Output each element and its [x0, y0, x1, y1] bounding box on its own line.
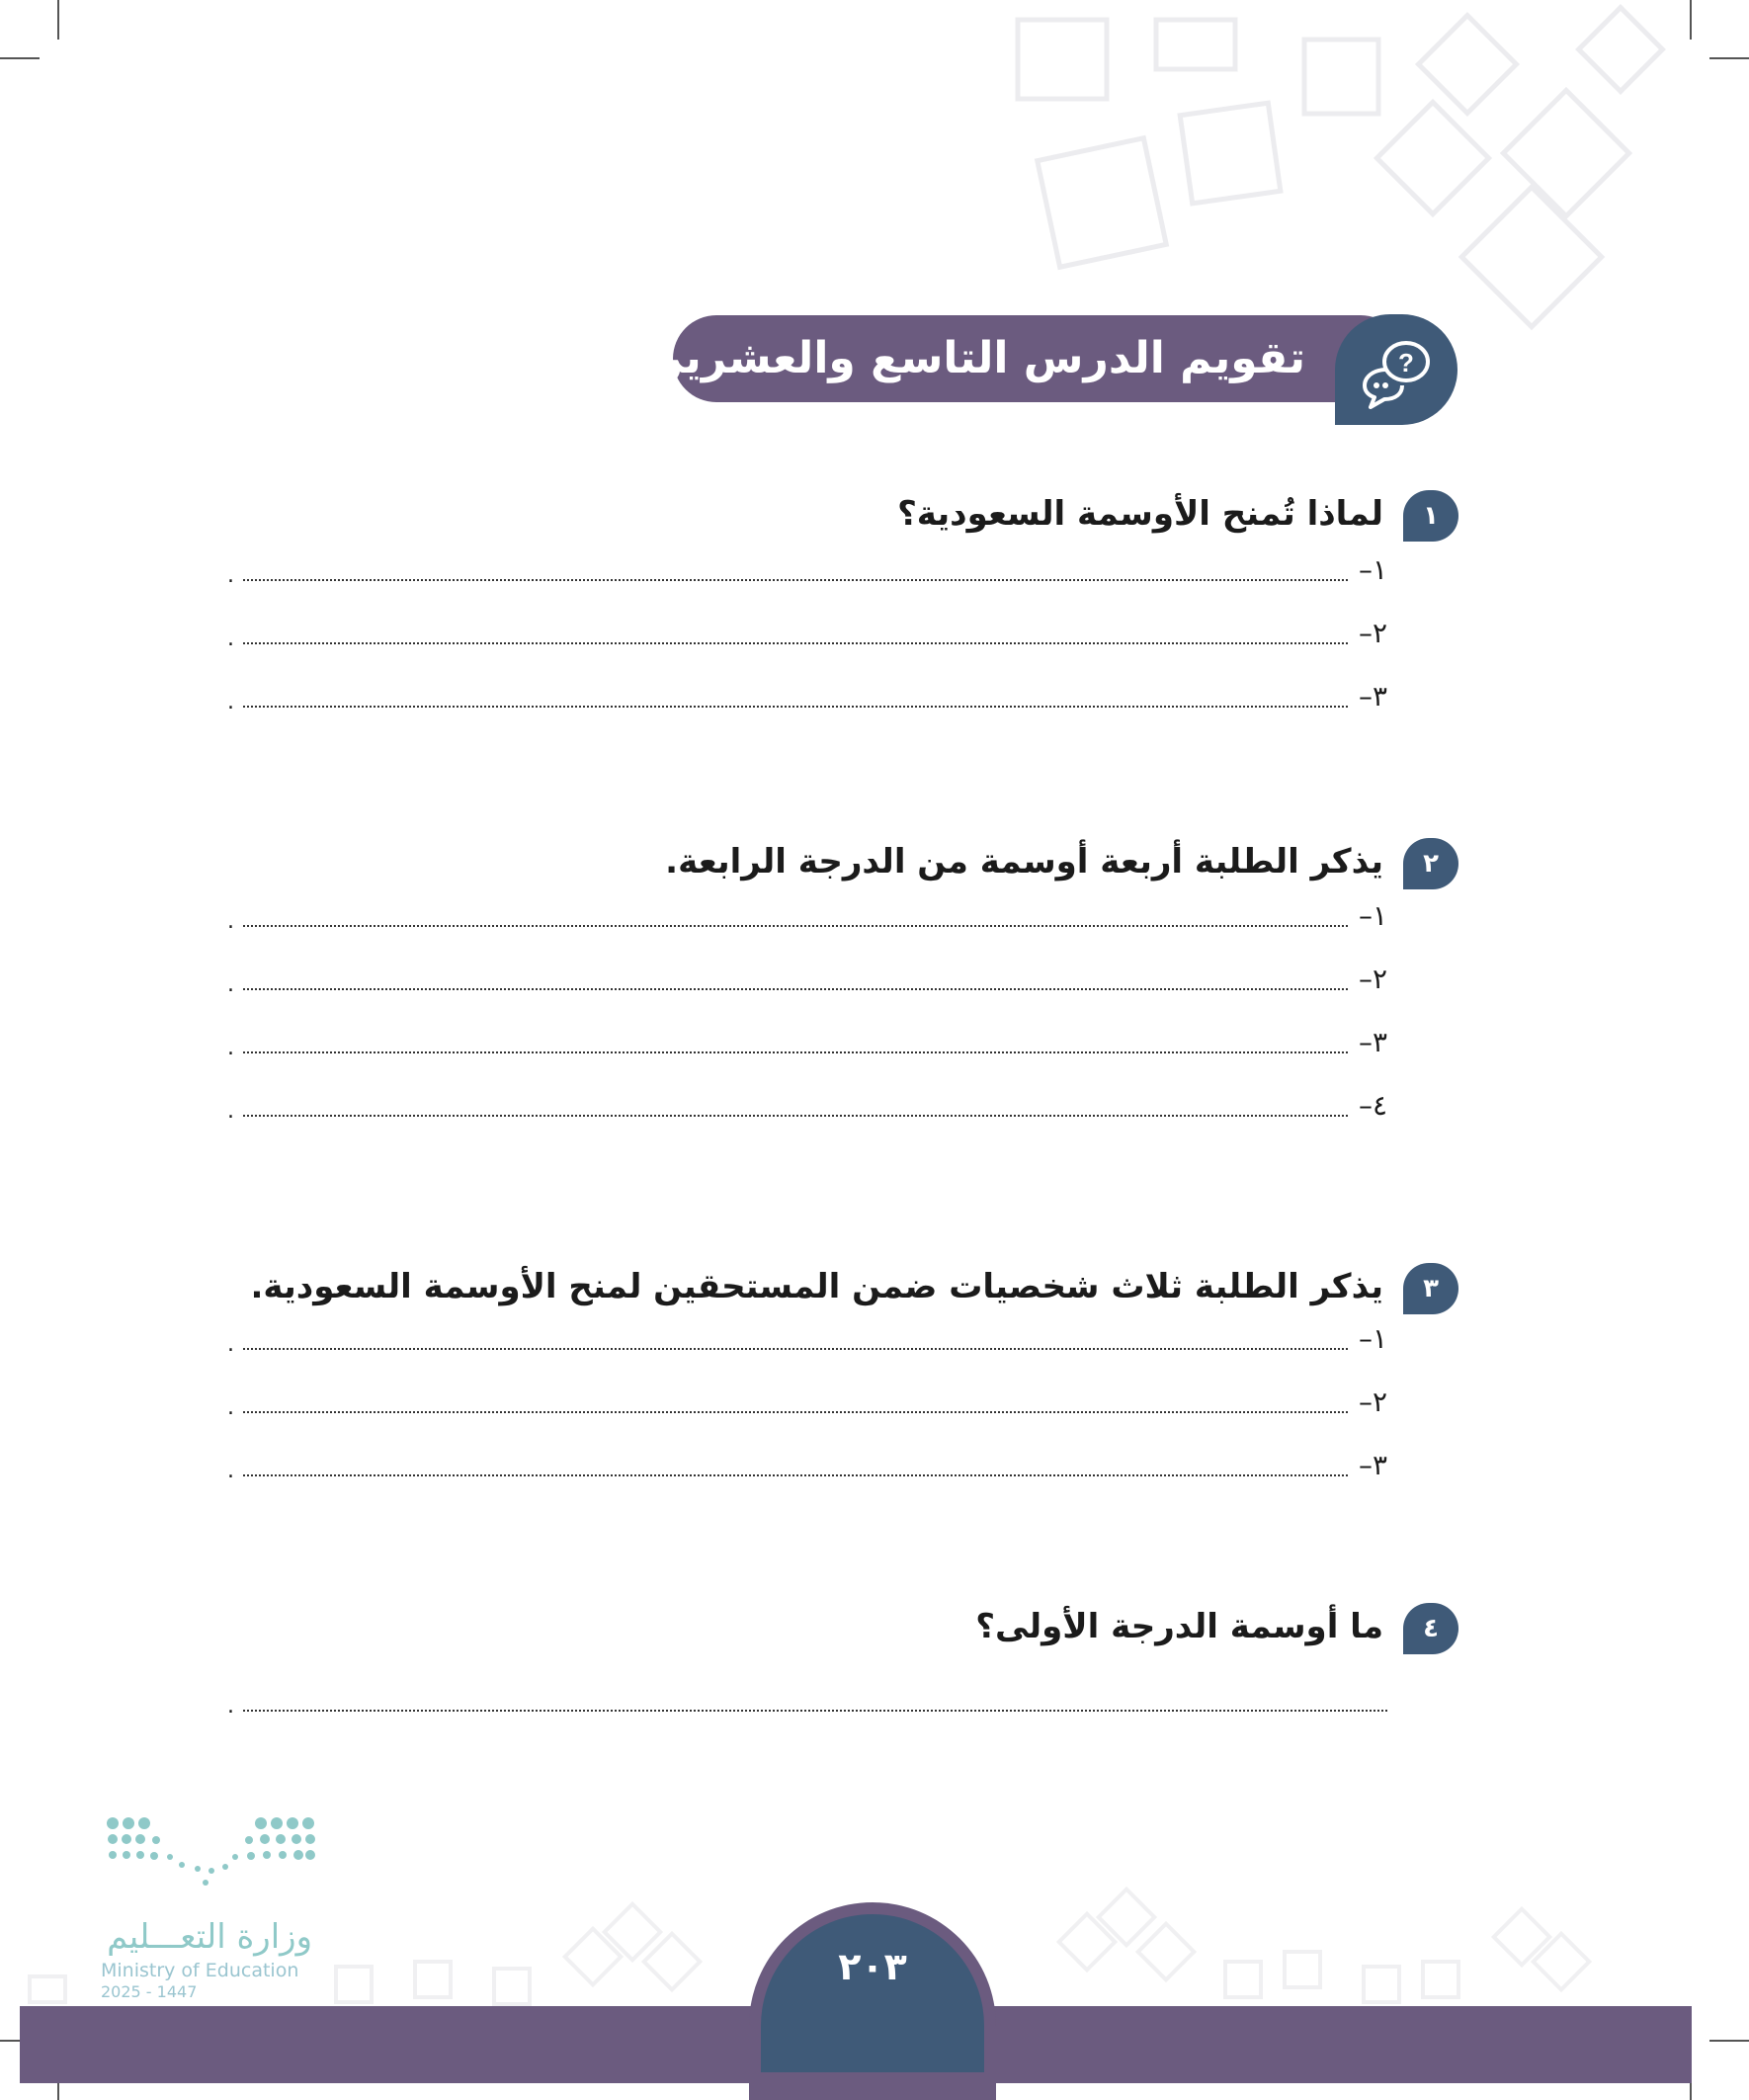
line-end-dot: . [227, 1459, 234, 1483]
dotted-line [243, 925, 1348, 927]
answer-line[interactable] [227, 1318, 1387, 1358]
answer-line[interactable] [227, 1022, 1387, 1061]
answer-number: ٤– [1358, 1089, 1387, 1122]
question-text: ما أوسمة الدرجة الأولى؟ [975, 1607, 1383, 1646]
answer-number: ١– [1358, 899, 1387, 932]
ministry-name-arabic: وزارة التعـــليم [107, 1917, 312, 1957]
answer-number: ١– [1358, 1322, 1387, 1355]
answer-number: ٣– [1358, 680, 1387, 713]
answer-number: ٢– [1358, 617, 1387, 649]
answer-line[interactable] [227, 1085, 1387, 1125]
question-number-badge: ١ [1403, 490, 1458, 542]
lesson-review-header [645, 314, 1458, 425]
answer-line[interactable] [227, 1382, 1387, 1421]
dotted-line [243, 642, 1348, 644]
line-end-dot: . [227, 1694, 234, 1719]
dotted-line [243, 1348, 1348, 1350]
dotted-line [243, 706, 1348, 708]
answer-line[interactable] [227, 676, 1387, 715]
page-number: ٢٠٣ [838, 1945, 907, 1988]
line-end-dot: . [227, 972, 234, 997]
line-end-dot: . [227, 1395, 234, 1420]
dotted-line [243, 1051, 1348, 1053]
line-end-dot: . [227, 1036, 234, 1060]
line-end-dot: . [227, 563, 234, 588]
line-end-dot: . [227, 1099, 234, 1124]
question-text: يذكر الطلبة أربعة أوسمة من الدرجة الرابعة. [665, 842, 1383, 882]
header-title: تقويم الدرس التاسع والعشرين [645, 333, 1305, 383]
answer-line[interactable] [227, 1445, 1387, 1484]
answer-number: ٢– [1358, 963, 1387, 995]
dotted-line [243, 1474, 1348, 1476]
ministry-name-english: Ministry of Education [101, 1960, 299, 1981]
line-end-dot: . [227, 909, 234, 934]
answer-number: ٢– [1358, 1386, 1387, 1418]
svg-text:?: ? [1398, 348, 1414, 378]
question-text: لماذا تُمنح الأوسمة السعودية؟ [897, 494, 1383, 534]
dotted-line [243, 988, 1348, 990]
header-icon-badge [1335, 314, 1458, 425]
answer-number: ٣– [1358, 1026, 1387, 1058]
answer-line[interactable] [227, 1680, 1387, 1720]
answer-number: ٣– [1358, 1449, 1387, 1481]
dotted-line [243, 579, 1348, 581]
ministry-logo [99, 1813, 326, 2006]
question-text: يذكر الطلبة ثلاث شخصيات ضمن المستحقين لمنح الأوسمة السعودية. [250, 1267, 1383, 1306]
answer-line[interactable] [227, 549, 1387, 589]
line-end-dot: . [227, 690, 234, 714]
dotted-line [243, 1411, 1348, 1413]
question-number-badge: ٣ [1403, 1263, 1458, 1314]
ministry-year: 2025 - 1447 [101, 1982, 198, 2001]
line-end-dot: . [227, 1332, 234, 1357]
answer-line[interactable] [227, 613, 1387, 652]
answer-line[interactable] [227, 895, 1387, 935]
question-number-badge: ٢ [1403, 838, 1458, 889]
question-speech-bubble-icon [1357, 330, 1436, 409]
dotted-line [243, 1710, 1387, 1712]
line-end-dot: . [227, 627, 234, 651]
answer-number: ١– [1358, 553, 1387, 586]
answer-line[interactable] [227, 959, 1387, 998]
question-number-badge: ٤ [1403, 1603, 1458, 1654]
dotted-line [243, 1115, 1348, 1117]
ministry-dots-emblem [103, 1813, 320, 1892]
